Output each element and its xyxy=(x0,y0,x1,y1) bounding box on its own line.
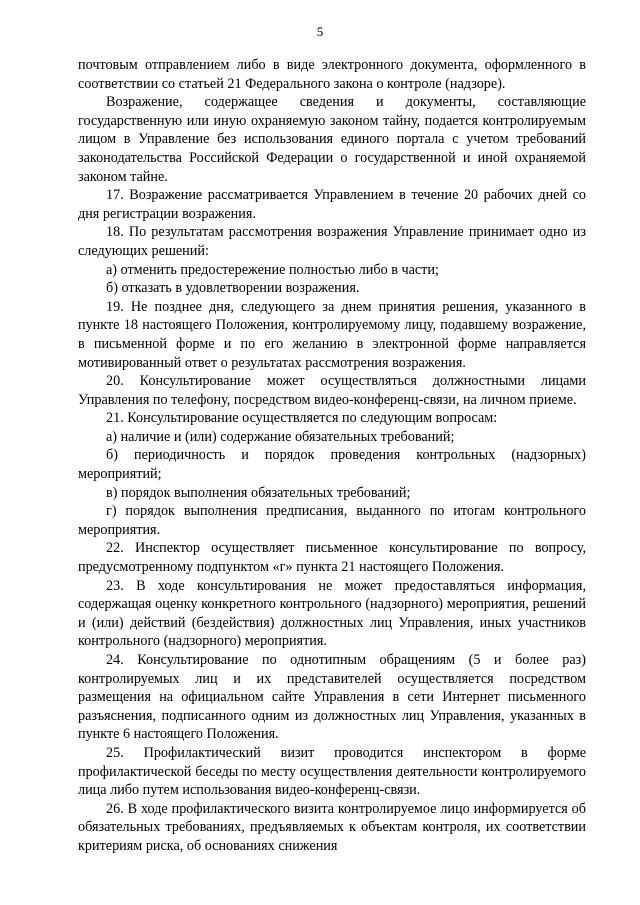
paragraph-24: 24. Консультирование по однотипным обращениям (5 и более раз) контролируемых лиц и их представителей осуществляется посредством размещения на официальном сайте Управления в сети Интернет письменного разъяснения, подписанного одним из должностных лиц Управления, указанных в пункте 6 настоящего Положения. xyxy=(78,652,586,743)
paragraph-21-a: а) наличие и (или) содержание обязательных требований; xyxy=(106,428,455,445)
page-number: 5 xyxy=(316,24,324,39)
paragraph-21-b: б) периодичность и порядок проведения контрольных (надзорных) мероприятий; xyxy=(78,447,586,483)
paragraph-21: 21. Консультирование осуществляется по следующим вопросам: xyxy=(106,410,498,427)
paragraph-25: 25. Профилактический визит проводится инспектором в форме профилактической беседы по месту осуществления деятельности контролируемого лица либо путем использования видео-конференц-связи. xyxy=(78,744,586,799)
paragraph-23: 23. В ходе консультирования не может предоставляться информация, содержащая оценку конкретного контрольного (надзорного) мероприятия, решений и (или) действий (бездействия) должностных лиц Управления, иных участников контрольного (надзорного) мероприятия. xyxy=(78,577,586,650)
paragraph-17: 17. Возражение рассматривается Управлением в течение 20 рабочих дней со дня регистрации возражения. xyxy=(78,187,586,222)
paragraph-18-b: б) отказать в удовлетворении возражения. xyxy=(106,280,360,297)
document-body xyxy=(78,56,586,856)
paragraph-26: 26. В ходе профилактического визита контролируемое лицо информируется об обязательных требованиях, предъявляемых к объектам контроля, их соответствии критериям риска, об основаниях снижения xyxy=(78,800,586,854)
paragraph-18: 18. По результатам рассмотрения возражения Управление принимает одно из следующих решений: xyxy=(78,224,586,259)
paragraph-objection-secret: Возражение, содержащее сведения и документы, составляющие государственную или иную охраняемую законом тайну, подается контролируемым лицом в Управление без использования единого портала с учетом требований законодательства Российской Федерации о государственной и иной охраняемой законом тайне. xyxy=(78,94,586,185)
paragraph-19: 19. Не позднее дня, следующего за днем принятия решения, указанного в пункте 18 настоящего Положения, контролируемому лицу, подавшему возражение, в письменной форме и по его желанию в электронной форме направляется мотивированный ответ о результатах рассмотрения возражения. xyxy=(78,298,586,371)
paragraph-18-a: а) отменить предостережение полностью либо в части; xyxy=(106,261,439,278)
paragraph-21-g: г) порядок выполнения предписания, выданного по итогам контрольного мероприятия. xyxy=(78,503,586,538)
paragraph-21-v: в) порядок выполнения обязательных требований; xyxy=(106,484,411,501)
paragraph-22: 22. Инспектор осуществляет письменное консультирование по вопросу, предусмотренному подпунктом «г» пункта 21 настоящего Положения. xyxy=(78,540,586,576)
paragraph-20: 20. Консультирование может осуществляться должностными лицами Управления по телефону, посредством видео-конференц-связи, на личном приеме. xyxy=(78,373,586,408)
paragraph-continuation: почтовым отправлением либо в виде электронного документа, оформленного в соответствии со статьей 21 Федерального закона о контроле (надзоре). xyxy=(78,57,586,92)
